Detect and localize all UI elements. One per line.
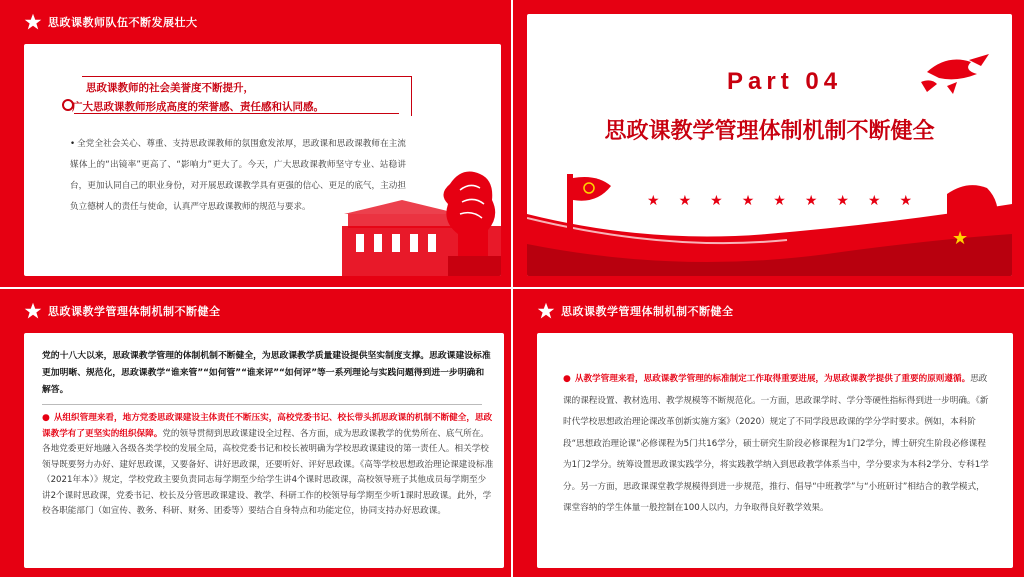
bullet-icon: • [70, 139, 76, 149]
section-title: 思政课教学管理体制机制不断健全 [604, 119, 935, 144]
star-icon: ★ [678, 193, 692, 209]
point-highlight: 从教学管理来看，思政课教学管理的标准制定工作取得重要进展，为思政课教学提供了重要的原则遵循。 [574, 374, 971, 384]
star-icon [537, 302, 555, 320]
star-icon: ★ [647, 193, 660, 209]
point-paragraph [563, 369, 989, 520]
slide-organization-management[interactable] [0, 289, 511, 577]
red-wave-decoration [527, 174, 1012, 276]
bullet-icon: ● [563, 374, 571, 384]
star-icon [24, 302, 42, 320]
content-card [537, 333, 1013, 568]
slide-teacher-team[interactable] [0, 0, 511, 287]
slide-header [0, 289, 511, 333]
slide-title: 思政课教学管理体制机制不断健全 [561, 305, 734, 318]
point-body: 党的领导贯彻到思政课建设全过程、各方面，成为思政课教学的优势所在、底气所在。各地党委更好地融入各级各类学校的发展全局，高校党委书记和校长被明确为学校思政课建设的第一责任人。相关学校领导既要努力办好、建好思政课，又要备好、讲好思政课，还要听好、评好思政课。《高等学校思想政治理论课建设标准（2021年本）》规定，学校党政主要负责同志每学期至少给学生讲4个课时思政课，高校领导班子其他成员每学期至少讲2个课时思政课，党委书记、校长及分管思政课建设、教学、科研工作的校领导每学期至少听1课时思政课。此外，学校各职能部门（如宣传、教务、科研、财务、团委等）要结合自身特点和功能定位，协同支持办好思政课。 [42, 428, 494, 516]
intro-paragraph: 党的十八大以来，思政课教学管理的体制机制不断健全，为思政课教学质量建设提供坚实制度支撑。思政课建设标准更加明晰、规范化，思政课教学“谁来管”“如何管”“谁来评”“如何评”等一系列理论与实践问题得到进一步明确和解答。 [42, 351, 491, 395]
slide-header [0, 0, 511, 44]
star-icon: ★ [867, 193, 881, 209]
star-icon: ★ [710, 193, 723, 209]
slide-part-04-cover[interactable] [513, 0, 1024, 287]
point-body: 思政课的课程设置、教材选用、教学规模等不断规范化。一方面，思政课学时、学分等硬性指标得到进一步明确。《新时代学校思想政治理论课改革创新实施方案》（2020）规定了不同学段思政课的学分学时要求。例如，本科阶段“思想政治理论课”必修课程为5门共16学分，硕士研究生阶段必修课程为1门2学分，博士研究生阶段必修课程为1门2学分。统筹设置思政课实践学分，将实践教学纳入到思政教学体系当中，学分要求为本科2学分、专科1学分。另一方面，思政课课堂教学规模得到进一步规范，推行、倡导“中班教学”与“小班研讨”相结合的教学模式，课堂容纳的学生体量一般控制在100人以内，力争取得良好教学效果。 [563, 374, 989, 513]
point-highlight: 从组织管理来看，地方党委思政课建设主体责任不断压实，高校党委书记、校长带头抓思政课的机制不断健全，思政课教学有了更坚实的组织保障。 [42, 413, 493, 439]
body-text: 全党全社会关心、尊重、支持思政课教师的氛围愈发浓厚，思政课和思政课教师在主流媒体上的“出镜率”更高了、“影响力”更大了。今天，广大思政课教师坚守专业、站稳讲台，更加认同自己的职业身份，对开展思政课教学具有更强的信心、更足的底气，主动担负立德树人的责任与使命，认真严守思政课教师的规范与要求。 [70, 139, 406, 212]
content-card [24, 333, 504, 568]
part-label: Part 04 [727, 68, 843, 95]
content-card [527, 14, 1012, 276]
slide-title: 思政课教学管理体制机制不断健全 [48, 305, 221, 318]
dove-flags-decoration [917, 52, 997, 102]
star-icon: ★ [804, 193, 818, 209]
star-icon: ★ [773, 193, 786, 209]
point-paragraph [42, 411, 494, 520]
highlight-line-2: 广大思政课教师形成高度的荣誉感、责任感和认同感。 [72, 101, 324, 113]
bullet-icon: ● [42, 413, 50, 423]
star-icon: ★ [836, 193, 849, 209]
slide-header [513, 289, 1024, 333]
content-card [24, 44, 501, 276]
star-icon: ★ [741, 193, 755, 209]
svg-text:★: ★ [952, 228, 969, 249]
slide-title: 思政课教师队伍不断发展壮大 [48, 16, 198, 29]
highlight-line-1: 思政课教师的社会美誉度不断提升， [86, 82, 254, 94]
tiananmen-illustration [342, 164, 501, 276]
slide-teaching-management[interactable] [513, 289, 1024, 577]
divider [42, 404, 482, 405]
star-icon: ★ [899, 193, 913, 209]
star-icon [24, 13, 42, 31]
